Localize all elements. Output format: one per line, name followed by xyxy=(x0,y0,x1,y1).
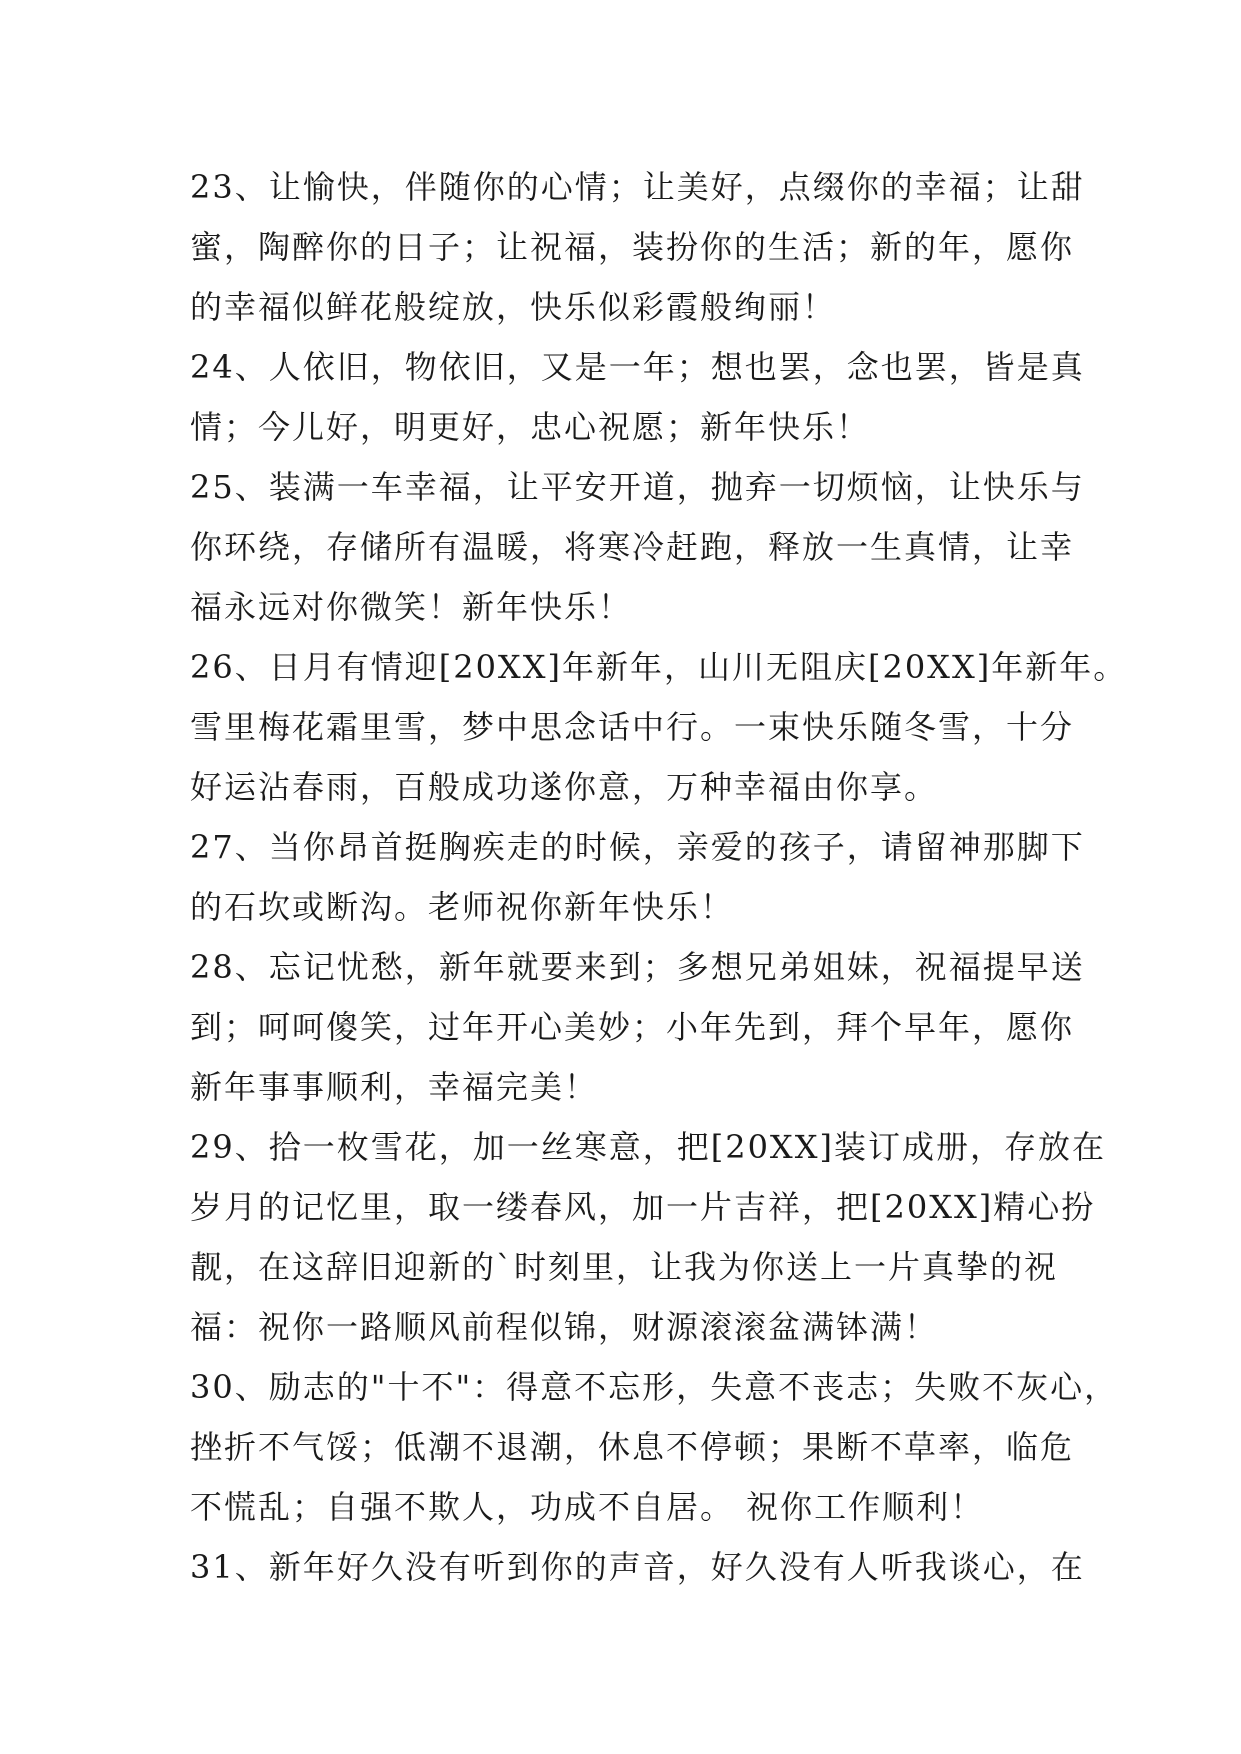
text-line: 29、拾一枚雪花，加一丝寒意，把[20XX]装订成册，存放在 xyxy=(190,1128,1106,1166)
text-line: 情；今儿好，明更好，忠心祝愿；新年快乐！ xyxy=(190,408,871,446)
text-line: 你环绕，存储所有温暖，将寒冷赶跑，释放一生真情，让幸 xyxy=(190,528,1075,566)
text-line: 好运沾春雨，百般成功遂你意，万种幸福由你享。 xyxy=(190,768,939,806)
text-line: 挫折不气馁；低潮不退潮，休息不停顿；果断不草率，临危 xyxy=(190,1428,1075,1466)
text-line: 27、当你昂首挺胸疾走的时候，亲爱的孩子，请留神那脚下 xyxy=(190,828,1085,866)
text-line: 到；呵呵傻笑，过年开心美妙；小年先到，拜个早年，愿你 xyxy=(190,1008,1075,1046)
text-line: 26、日月有情迎[20XX]年新年，山川无阻庆[20XX]年新年。 xyxy=(190,648,1128,686)
text-line: 雪里梅花霜里雪，梦中思念话中行。一束快乐随冬雪，十分 xyxy=(190,708,1075,746)
text-line: 福：祝你一路顺风前程似锦，财源滚滚盆满钵满！ xyxy=(190,1308,939,1346)
text-line: 23、让愉快，伴随你的心情；让美好，点缀你的幸福；让甜 xyxy=(190,168,1085,206)
text-line: 不慌乱；自强不欺人，功成不自居。 祝你工作顺利！ xyxy=(190,1488,985,1526)
text-line: 蜜，陶醉你的日子；让祝福，装扮你的生活；新的年，愿你 xyxy=(190,228,1075,266)
text-line: 新年事事顺利，幸福完美！ xyxy=(190,1068,599,1106)
text-line: 岁月的记忆里，取一缕春风，加一片吉祥，把[20XX]精心扮 xyxy=(190,1188,1096,1226)
text-line: 28、忘记忧愁，新年就要来到；多想兄弟姐妹，祝福提早送 xyxy=(190,948,1085,986)
text-line: 25、装满一车幸福，让平安开道，抛弃一切烦恼，让快乐与 xyxy=(190,468,1085,506)
text-line: 的幸福似鲜花般绽放，快乐似彩霞般绚丽！ xyxy=(190,288,837,326)
text-line: 靓，在这辞旧迎新的`时刻里，让我为你送上一片真挚的祝 xyxy=(190,1248,1059,1286)
text-line: 24、人依旧，物依旧，又是一年；想也罢，念也罢，皆是真 xyxy=(190,348,1085,386)
text-line: 的石坎或断沟。老师祝你新年快乐！ xyxy=(190,888,735,926)
text-line: 福永远对你微笑！新年快乐！ xyxy=(190,588,633,626)
text-line: 30、励志的"十不"：得意不忘形，失意不丧志；失败不灰心， xyxy=(190,1368,1119,1406)
text-line: 31、新年好久没有听到你的声音，好久没有人听我谈心，在 xyxy=(190,1548,1085,1586)
document-body xyxy=(190,157,1128,1597)
